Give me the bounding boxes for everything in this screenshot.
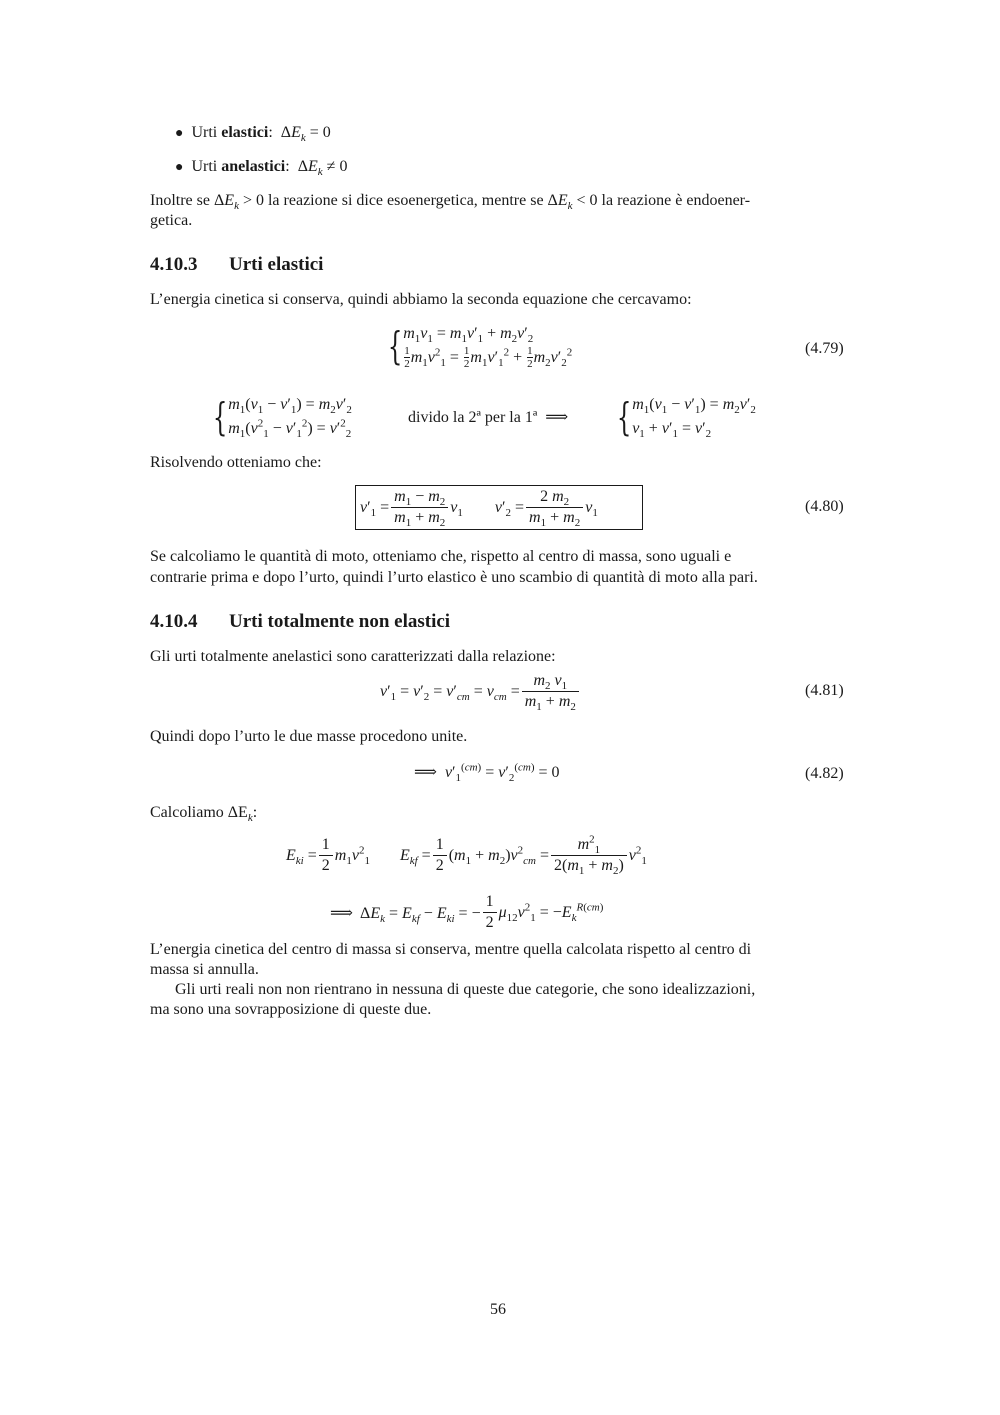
bullet-marker: ●: [175, 160, 184, 175]
final-paragraph-line1: L’energia cinetica del centro di massa si conserva, mentre quella calcolata rispetto al centro di: [150, 941, 752, 958]
bullet-bold-term: anelastici: [221, 158, 286, 175]
bullet-bold-term: elastici: [221, 124, 269, 141]
delta-energy-lhs: ⟹ $\Delta E_k = E_{kf} - E_{ki}$ = −: [330, 904, 481, 925]
final-paragraph-line2: massa si annulla.: [150, 961, 259, 978]
final-paragraph-line4: ma sono una sovrapposizione di queste due.: [150, 1001, 432, 1018]
half-fraction: $\frac{1}{2}$: [433, 836, 447, 875]
intro-text: Inoltre se: [150, 192, 210, 209]
eq79-line2: $\frac{1}{2}$ $m_1v^2_1$ = $\frac{1}{2}$ $m_1v'_1^2$ + $\frac{1}{2}$ $m_2v'_2^2$: [404, 345, 573, 371]
left-brace: {: [616, 395, 632, 439]
intro-text: la reazione è endoener-: [601, 192, 751, 209]
divide-instruction: [408, 407, 568, 428]
after-equation-text: Quindi dopo l’urto le due masse procedono unite.: [150, 728, 468, 745]
section-intro-text: Gli urti totalmente anelastici sono caratterizzati dalla relazione:: [150, 648, 556, 665]
equation-number: (4.82): [805, 765, 844, 782]
eki-rhs: $m_1v^2_1$: [334, 844, 370, 867]
delta-energy-rhs: $\mu_{12}v^2_1 = -E_k^{R(cm)}$: [498, 901, 604, 924]
solving-text: Risolvendo otteniamo che:: [150, 454, 322, 471]
eq81-fraction: $\frac{m_2 v_1}{m_1 + m_2}$: [522, 672, 579, 711]
left-brace: {: [212, 395, 228, 439]
section-number: 4.10.4: [150, 611, 198, 632]
eq80-v1-end: $v_1$: [585, 498, 598, 519]
page-number: 56: [490, 1301, 506, 1318]
bullet-prefix: Urti: [191, 124, 222, 141]
equation-system-right: [612, 393, 756, 441]
equation-number: (4.79): [805, 340, 844, 357]
section-heading-inelastic: [150, 611, 450, 633]
mass-fraction: $\frac{m^2_1}{2(m_1 + m_2)}$: [551, 836, 627, 875]
ekf-label: $E_{kf}$ =: [399, 846, 431, 867]
bullet-formula: $\Delta E_k \ne 0$: [293, 158, 348, 179]
bullet-colon: :: [268, 124, 273, 141]
conclusion-line2: contrarie prima e dopo l’urto, quindi l’urto elastico è uno scambio di quantità di moto alla pari.: [150, 569, 758, 586]
intro-formula-negative: $\Delta E_k < 0$: [547, 192, 598, 213]
equation-system-left: [208, 393, 352, 441]
ekf-rhs: $(m_1 + m_2)v^2_{cm}$ =: [448, 844, 549, 867]
section-title: Urti totalmente non elastici: [229, 611, 451, 632]
section-number: 4.10.3: [150, 254, 198, 275]
eki-label: $E_{ki}$ =: [286, 846, 317, 867]
intro-formula-positive: $\Delta E_k > 0$: [213, 192, 264, 213]
system-left-line2: $m_1(v^2_1 - v'_1^2) = v'^2_2$: [228, 417, 352, 441]
bullet-formula: $\Delta E_k = 0$: [276, 124, 331, 145]
bullet-colon: :: [285, 158, 290, 175]
equation-4-81: [380, 672, 581, 714]
section-title: Urti elastici: [229, 254, 324, 275]
eq80-v2-prime: $v'_2$ =: [494, 498, 525, 519]
divide-text: divido la 2ª per la 1ª: [408, 409, 538, 426]
system-right-line1: $m_1(v_1 - v'_1) = m_2v'_2$: [632, 396, 756, 417]
bullet-item-elastic: [175, 122, 331, 144]
eq79-line1: $m_1v_1 = m_1v'_1 + m_2v'_2$: [403, 325, 534, 346]
bullet-prefix: Urti: [191, 158, 222, 175]
bullet-marker: ●: [175, 126, 184, 141]
system-right-line2: $v_1 + v'_1 = v'_2$: [632, 420, 712, 441]
calc-text: Calcoliamo $\Delta E_k$:: [150, 804, 258, 825]
bullet-item-anelastic: [175, 156, 347, 178]
intro-paragraph-line2: getica.: [150, 212, 193, 229]
left-brace: {: [387, 324, 403, 369]
equation-number: (4.80): [805, 498, 844, 515]
ekf-v1: $v^2_1$: [628, 844, 647, 867]
eq80-v1: $v_1$: [450, 498, 463, 519]
section-heading-elastic: [150, 254, 323, 276]
kinetic-energy-equations: [286, 833, 647, 878]
final-paragraph-line3: Gli urti reali non non rientrano in nessuna di queste due categorie, che sono idealizzazioni,: [175, 981, 756, 998]
calc-label: Calcoliamo ΔE: [150, 804, 248, 821]
section-intro-text: L’energia cinetica si conserva, quindi abbiamo la seconda equazione che cercavamo:: [150, 291, 692, 308]
eq80-fraction-1: $\frac{m_1 - m_2}{m_1 + m_2}$: [391, 488, 448, 527]
equation-number: (4.81): [805, 682, 844, 699]
intro-paragraph: [150, 190, 850, 211]
system-left-line1: $m_1(v_1 - v'_1) = m_2v'_2$: [228, 396, 352, 417]
eq81-lhs: $v'_1 = v'_2 = v'_{cm} = v_{cm}$ =: [380, 682, 520, 703]
conclusion-line1: Se calcoliamo le quantità di moto, otteniamo che, rispetto al centro di massa, sono uguali e: [150, 548, 732, 565]
delta-energy-equation: [330, 893, 603, 932]
implies-arrow: ⟹: [545, 409, 569, 426]
equation-4-82: ⟹ $v'_1^{(cm)} = v'_2^{(cm)} = 0$: [414, 761, 560, 785]
equation-4-79: [383, 322, 572, 370]
intro-text: la reazione si dice esoenergetica, mentre se: [267, 192, 544, 209]
eq80-v1-prime: $v'_1$ =: [360, 498, 390, 519]
equation-4-80-box: [355, 485, 643, 530]
eq80-fraction-2: $\frac{2 m_2}{m_1 + m_2}$: [526, 488, 583, 527]
half-fraction: $\frac{1}{2}$: [319, 836, 333, 875]
half-fraction: $\frac{1}{2}$: [483, 893, 497, 932]
